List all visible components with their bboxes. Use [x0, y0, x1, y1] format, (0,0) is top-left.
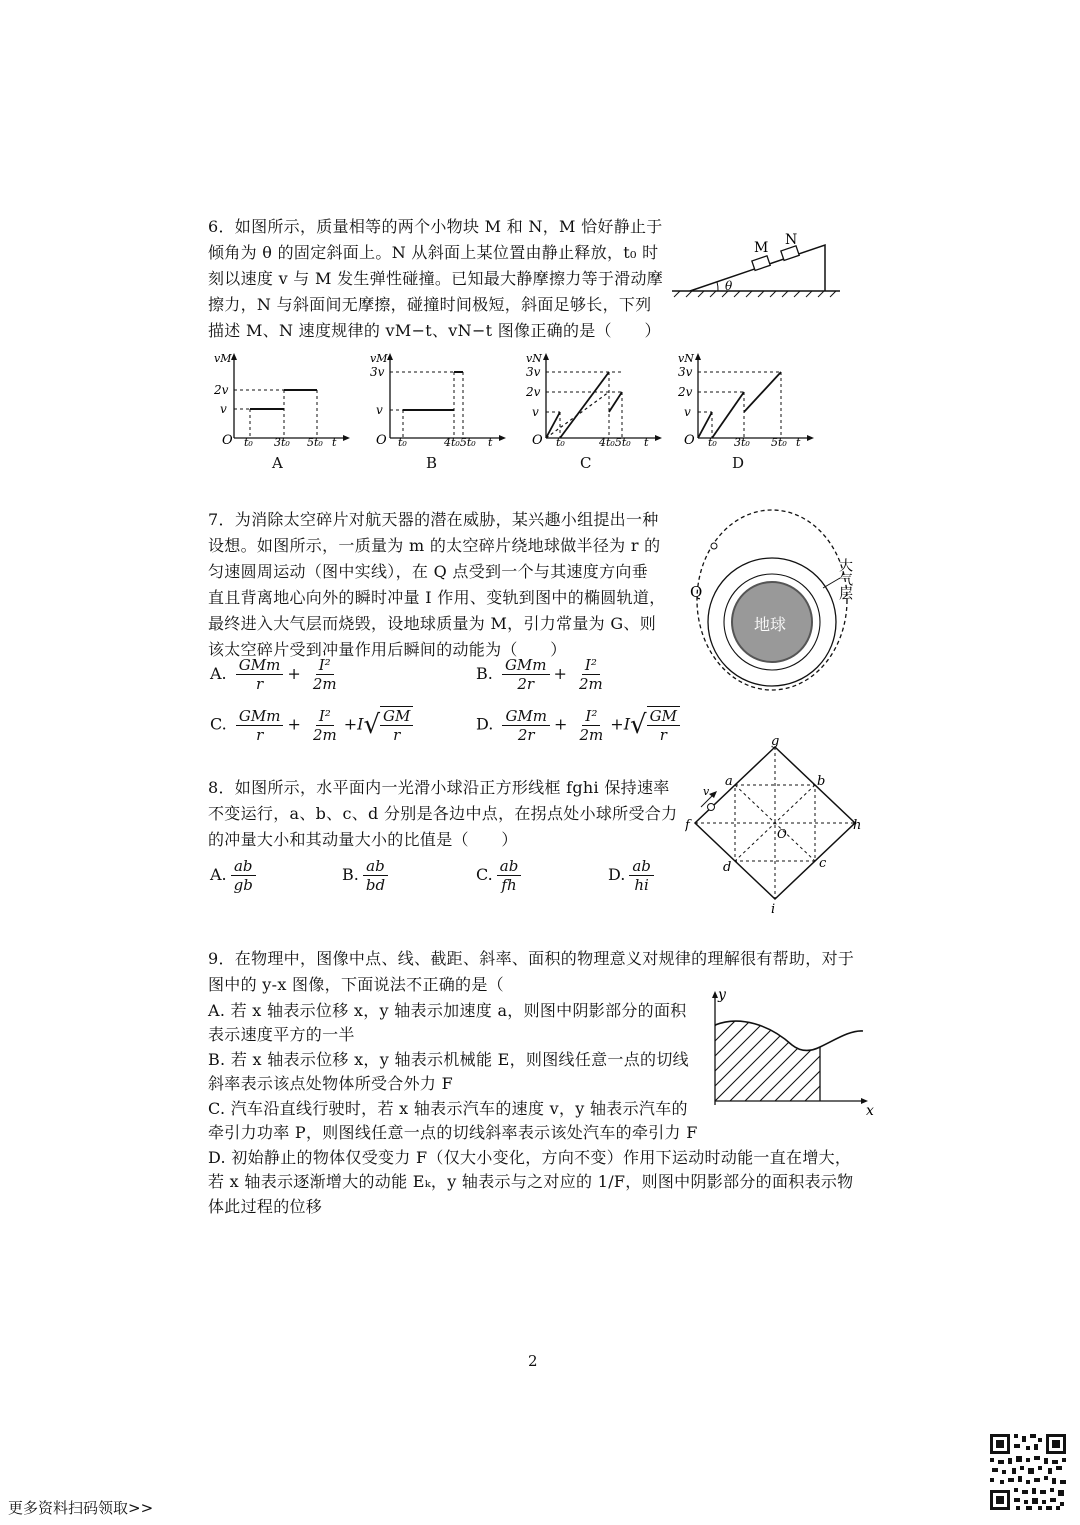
page-number: 2 — [528, 1352, 538, 1370]
q9-line: 体此过程的位移 — [208, 1197, 323, 1216]
q6-line: 描述 M、N 速度规律的 vM−t、vN−t 图像正确的是（ ） — [208, 321, 661, 340]
graph-c-xtick: t — [644, 436, 649, 449]
graph-a — [212, 350, 352, 450]
graph-d-origin: O — [684, 433, 695, 448]
incline-figure — [670, 228, 845, 300]
graph-a-ylabel: vM — [214, 352, 232, 365]
choice-c-label: C — [580, 454, 592, 472]
block-m-label: M — [754, 240, 769, 256]
graph-d-ytick: v — [684, 405, 691, 419]
midpoint-b-label: b — [817, 774, 826, 789]
q8-option-b[interactable]: B. $\frac{ab}{bd}$ — [342, 857, 392, 894]
q8-option-a[interactable]: A. $\frac{ab}{gb}$ — [210, 857, 260, 894]
square-figure — [685, 735, 870, 915]
graph-b-xtick: t — [488, 436, 493, 449]
graph-c-ytick: 2v — [526, 385, 541, 399]
q9-line: 牵引力功率 P，则图线任意一点的切线斜率表示该处汽车的牵引力 F — [208, 1123, 698, 1142]
midpoint-a-label: a — [725, 774, 733, 789]
qr-code[interactable] — [988, 1432, 1068, 1512]
q7-option-b[interactable]: B. $\frac{\text{GMm}}{2r}$ + $\frac{\text{I²}}{2m}$ — [476, 656, 603, 693]
graph-b — [368, 350, 508, 450]
yx-graph — [700, 985, 880, 1120]
angle-label: θ — [725, 279, 733, 293]
q7-option-c[interactable]: C. $\frac{\text{GMm}}{r}$ + $\frac{\text{I²}}{2m}$ +I √ $\frac{GM}{r}$ — [210, 706, 417, 744]
q9-line: 9．在物理中，图像中点、线、截距、斜率、面积的物理意义对规律的理解很有帮助，对于 — [208, 949, 855, 968]
graph-c-ylabel: vN — [526, 352, 542, 365]
q7-option-a[interactable]: A. $\frac{\text{GMm}}{r}$ + $\frac{\text{I²}}{2m}$ — [210, 656, 337, 693]
graph-d-ylabel: vN — [678, 352, 694, 365]
graph-a-xtick: t — [332, 436, 337, 449]
graph-b-ytick: v — [376, 403, 383, 417]
midpoint-d-label: d — [723, 860, 732, 875]
vertex-i-label: i — [771, 902, 776, 915]
vertex-h-label: h — [853, 818, 862, 833]
q6-line: 擦力，N 与斜面间无摩擦，碰撞时间极短，斜面足够长，下列 — [208, 295, 652, 314]
graph-d-ytick: 3v — [678, 365, 693, 379]
graph-a-xtick: 3t₀ — [274, 436, 290, 449]
graph-b-ytick: 3v — [370, 365, 385, 379]
graph-d-xtick: t — [796, 436, 801, 449]
q9-option-c[interactable]: C. 汽车沿直线行驶时，若 x 轴表示汽车的速度 v，y 轴表示汽车的 — [208, 1099, 688, 1118]
q9-option-d[interactable]: D. 初始静止的物体仅受变力 F（仅大小变化，方向不变）作用下运动时动能一直在增大， — [208, 1148, 852, 1167]
y-axis-label: y — [718, 987, 726, 1003]
q7-line: 7．为消除太空碎片对航天器的潜在威胁，某兴趣小组提出一种 — [208, 510, 659, 529]
vertex-f-label: f — [685, 818, 690, 833]
midpoint-c-label: c — [819, 856, 827, 871]
q9-option-b[interactable]: B. 若 x 轴表示位移 x，y 轴表示机械能 E，则图线任意一点的切线 — [208, 1050, 689, 1069]
graph-a-xtick: t₀ — [244, 436, 253, 449]
graph-b-xtick: 4t₀5t₀ — [444, 436, 476, 449]
orbit-figure — [690, 500, 880, 715]
q9-line: 若 x 轴表示逐渐增大的动能 Eₖ，y 轴表示与之对应的 1/F，则图中阴影部分的面积表示物 — [208, 1172, 854, 1191]
q7-line: 匀速圆周运动（图中实线），在 Q 点受到一个与其速度方向垂 — [208, 562, 648, 581]
graph-c-xtick: t₀ — [556, 436, 565, 449]
q9-line: 图中的 y-x 图像，下面说法不正确的是（ — [208, 975, 504, 994]
center-o-label: O — [777, 827, 787, 841]
q9-line: 斜率表示该点处物体所受合外力 F — [208, 1074, 453, 1093]
x-axis-label: x — [866, 1103, 874, 1119]
graph-c-xtick: 4t₀5t₀ — [599, 436, 631, 449]
graph-a-xtick: 5t₀ — [307, 436, 323, 449]
q6-line: 刻以速度 v 与 M 发生弹性碰撞。已知最大静摩擦力等于滑动摩 — [208, 269, 664, 288]
graph-a-ytick: 2v — [214, 383, 229, 397]
vertex-g-label: g — [771, 735, 780, 749]
graph-a-ytick: v — [220, 402, 227, 416]
q6-line: 倾角为 θ 的固定斜面上。N 从斜面上某位置由静止释放，t₀ 时 — [208, 243, 659, 262]
graph-a-origin: O — [222, 433, 233, 448]
q7-line: 最终进入大气层而烧毁，设地球质量为 M，引力常量为 G、则 — [208, 614, 657, 633]
q8-line: 8．如图所示，水平面内一光滑小球沿正方形线框 fghi 保持速率 — [208, 778, 670, 797]
graph-c-origin: O — [532, 433, 543, 448]
earth-label: 地球 — [754, 615, 787, 634]
graph-b-origin: O — [376, 433, 387, 448]
graph-c-ytick: v — [532, 405, 539, 419]
choice-b-label: B — [426, 454, 438, 472]
graph-d-ytick: 2v — [678, 385, 693, 399]
graph-d — [676, 350, 816, 450]
block-n-label: N — [785, 232, 798, 248]
graph-b-ylabel: vM — [370, 352, 388, 365]
q8-line: 不变运行，a、b、c、d 分别是各边中点，在拐点处小球所受合力 — [208, 804, 678, 823]
q7-line: 该太空碎片受到冲量作用后瞬间的动能为（ ） — [208, 640, 567, 659]
q9-option-a[interactable]: A. 若 x 轴表示位移 x，y 轴表示加速度 a，则图中阴影部分的面积 — [208, 1001, 687, 1020]
q8-option-d[interactable]: D. $\frac{ab}{hi}$ — [608, 857, 658, 894]
graph-b-xtick: t₀ — [398, 436, 407, 449]
q8-line: 的冲量大小和其动量大小的比值是（ ） — [208, 830, 518, 849]
atmosphere-label: 大气层 — [837, 558, 853, 600]
footer-text[interactable]: 更多资料扫码领取>> — [8, 1499, 154, 1517]
graph-c-ytick: 3v — [526, 365, 541, 379]
graph-c — [524, 350, 664, 450]
q7-option-d[interactable]: D. $\frac{\text{GMm}}{2r}$ + $\frac{\text{I²}}{2m}$ +I √ $\frac{GM}{r}$ — [476, 706, 684, 744]
q8-option-c[interactable]: C. $\frac{ab}{fh}$ — [476, 857, 525, 894]
q7-line: 设想。如图所示，一质量为 m 的太空碎片绕地球做半径为 r 的 — [208, 536, 661, 555]
choice-a-label: A — [272, 454, 283, 472]
graph-d-xtick: t₀ — [708, 436, 717, 449]
q-point-label: Q — [690, 583, 703, 601]
velocity-label: v — [703, 785, 710, 798]
q9-line: 表示速度平方的一半 — [208, 1025, 355, 1044]
q7-line: 直且背离地心向外的瞬时冲量 I 作用、变轨到图中的椭圆轨道， — [208, 588, 666, 607]
graph-d-xtick: 3t₀ — [734, 436, 750, 449]
choice-d-label: D — [732, 454, 745, 472]
q6-line: 6．如图所示，质量相等的两个小物块 M 和 N，M 恰好静止于 — [208, 217, 663, 236]
graph-d-xtick: 5t₀ — [771, 436, 787, 449]
